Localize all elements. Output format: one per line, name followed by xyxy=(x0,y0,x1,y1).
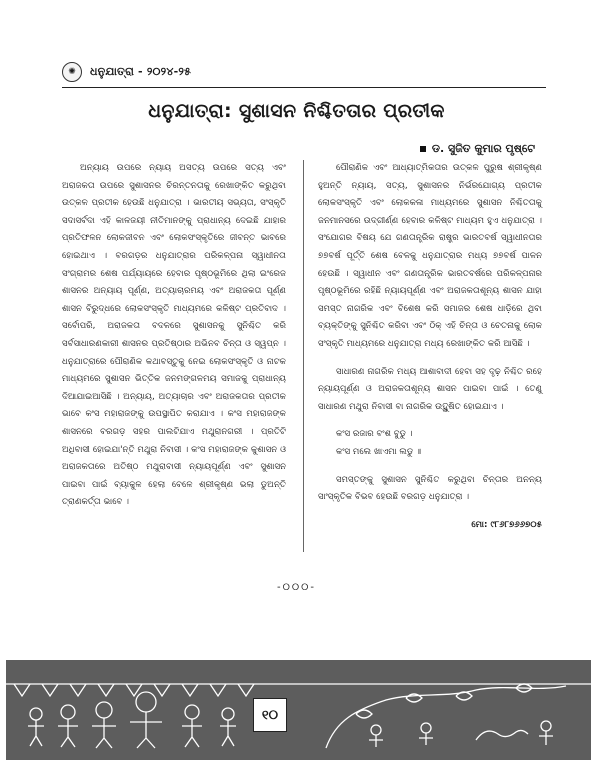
folk-art-illustration xyxy=(6,680,591,750)
verse-block xyxy=(318,426,542,461)
author-name: ଡ. ସୁଜିତ କୁମାର ପୃଷ୍ଟେ xyxy=(431,142,535,155)
running-header-title: ଧନୁଯାତ୍ରା - ୨୦୨୪-୨୫ xyxy=(90,65,192,78)
closing-paragraph: ସମସ୍ତଙ୍କୁ ସୁଶାସନ ସୁନିଶ୍ଚିତ କରୁଥିବା ଚିନ୍ତାର ଅନନ୍ୟ ସାଂସ୍କୃତିକ ବିଭବ ହେଉଛି ବରଗଡ଼ ଧନୁଯାତ୍ରା । xyxy=(318,474,542,503)
running-header xyxy=(62,60,542,84)
left-column xyxy=(62,160,286,512)
footer-banner xyxy=(6,660,591,760)
column-divider xyxy=(303,160,304,552)
header-divider xyxy=(62,87,546,88)
body-paragraph: ପୌରାଣିକ ଏବଂ ଆଧ୍ୟାତ୍ମିକତାର ଉତ୍କଳ ପୁରୁଷ ଶ୍ରୀକୃଷ୍ଣ ହୁଅନ୍ତି ନ୍ୟାୟ, ସତ୍ୟ, ସୁଶାସନର ନିର୍ଭରଯୋଗ୍ୟ ପ୍ରତୀକ ଲୋକସଂସ୍କୃତି ଏବଂ ଲୋକକଳା ମାଧ୍ୟମରେ ସୁଶାସନ ନିଶ୍ଚିତତାକୁ ଜନମାନସରେ ଉଦ୍ଗୀର୍ଣ୍ଣ ହେବାର କଳିଷ୍ଟ ମାଧ୍ୟମ ହୁଏ ଧନୁଯାତ୍ରା । ସଂଯୋଗର ବିଷୟ ଯେ ଗଣତାନ୍ତ୍ରିକ ରାଷ୍ଟ୍ର ଭାରତବର୍ଷ ସ୍ୱାଧୀନତାର ୭୭ବର୍ଷ ପୂର୍ତ୍ତି ଶେଷ ବେଳକୁ ଧନୁଯାତ୍ରାର ମଧ୍ୟ ୭୭ବର୍ଷ ପାଳନ ହେଉଛି । ସ୍ୱାଧୀନ ଏବଂ ଗଣତାନ୍ତ୍ରିକ ଭାରତବର୍ଷରେ ପରିକଳ୍ପନାର ପୃଷ୍ଠଭୂମିରେ ରହିଛି ନ୍ୟାୟପୂର୍ଣ୍ଣ ଏବଂ ଅରାଜକତାଶୂନ୍ୟ ଶାସନ ଯାହା ସମସ୍ତ ନାଗରିକ ଏବଂ ବିଶେଷ କରି ସମାଜର ଶେଷ ଧାଡ଼ିରେ ଥିବା ବ୍ୟକ୍ତିଙ୍କୁ ସୁନିଶ୍ଚିତ କରିବା ଏବଂ ଠିକ୍ ଏହି ଚିନ୍ତା ଓ ଚେତନାକୁ ଲୋକ ସଂସ୍କୃତି ମାଧ୍ୟମରେ ଧନୁଯାତ୍ରା ମଧ୍ୟ ରେଖାଙ୍କିତ କରି ଆସିଛି । xyxy=(318,163,542,349)
page-number: ୧୦ xyxy=(253,698,287,732)
article-title: ଧନୁଯାତ୍ରା: ସୁଶାସନ ନିଶ୍ଚିତତାର ପ୍ରତୀକ xyxy=(148,100,445,122)
author-phone: ମୋ: ୯୮୬୮୭୬୬୭୦୫ xyxy=(471,519,542,530)
verse-line: କଂସ ମଲେ ଖାଏମା ଲଡୁ ॥ xyxy=(336,446,422,457)
body-paragraph: ଅନ୍ୟାୟ ଉପରେ ନ୍ୟାୟ ଅସତ୍ୟ ଉପରେ ସତ୍ୟ ଏବଂ ଅରାଜକତା ଉପରେ ସୁଶାସନର ଚିରନ୍ତନତାକୁ ରେଖାଙ୍କିତ କରୁଥିବା ଉତ୍କଳ ପ୍ରତୀକ ହେଉଛି ଧନୁଯାତ୍ରା । ଭାରତୀୟ ସଭ୍ୟତା, ସଂସ୍କୃତି ସଦାସର୍ବଦା ଏହି କାଳଜୟୀ ନୀତିମାନଙ୍କୁ ପ୍ରାଧାନ୍ୟ ଦେଇଛି ଯାହାର ପ୍ରତିଫଳନ ଲୋକଜୀବନ ଏବଂ ଲୋକସଂସ୍କୃତିରେ ଜୀବନ୍ତ ଭାବରେ ହୋଇଥାଏ । ବରଗଡ଼ର ଧନୁଯାତ୍ରାର ପରିକଳ୍ପନା ସ୍ୱାଧୀନତା ସଂଗ୍ରାମର ଶେଷ ପର୍ଯ୍ୟାୟରେ ହେବାର ପୃଷ୍ଠଭୂମିରେ ଥିଲା ଇଂରେଜ ଶାସନର ଅନ୍ୟାୟ ପୂର୍ଣ୍ଣ, ଅତ୍ୟାଚାରମୟ ଏବଂ ଅରାଜକତା ପୂର୍ଣ୍ଣ ଶାସନ ବିରୁଦ୍ଧରେ ଲୋକସଂସ୍କୃତି ମାଧ୍ୟମରେ କଳିଷ୍ଟ ପ୍ରତିବାଦ । ସର୍ବୋପରି, ଅରାଜକତା ବଦଳରେ ସୁଶାସନକୁ ସୁନିଶ୍ଚିତ କରି ସର୍ବସାଧାରଣକାରୀ ଶାସନର ପ୍ରତିଷ୍ଠାର ଅଭିନବ ଚିନ୍ତା ଓ ସ୍ୱପ୍ନ । ଧନୁଯାତ୍ରାରେ ପୌରାଣିକ କଥାବସ୍ତୁକୁ ନେଇ ଲୋକସଂସ୍କୃତି ଓ ନାଟକ ମାଧ୍ୟମରେ ସୁଶାସନ ଭିତ୍ତିକ ଜନମଙ୍ଗଳମୟ ସମାଜକୁ ପ୍ରାଧାନ୍ୟ ଦିଆଯାଇଆସିଛି । ଅନ୍ୟାୟ, ଅତ୍ୟାଚାର ଏବଂ ଅରାଜକତାର ପ୍ରତୀକ ଭାବେ କଂସ ମହାରାଜଙ୍କୁ ଉପସ୍ଥାପିତ କରାଯାଏ । କଂସ ମହାରାଜଙ୍କ ଶାସନରେ ବରଗଡ଼ ସହର ପାଲଟିଯାଏ ମଥୁରାନଗରୀ । ପ୍ରତିଟି ଅଧିବାସୀ ହୋଇଯା'ନ୍ତି ମଥୁରା ନିବାସୀ । କଂସ ମହାରାଜଙ୍କ କୁଶାସନ ଓ ଅରାଜକତାରେ ଅତିଷ୍ଠ ମଥୁରାବାସୀ ନ୍ୟାୟପୂର୍ଣ୍ଣ ଏବଂ ସୁଶାସନ ପାଇବା ପାଇଁ ବ୍ୟାକୁଳ ହେଲା ବେଳେ ଶ୍ରୀକୃଷ୍ଣ ଭଲା ଡୁଅନ୍ତି ତ୍ରାଣକର୍ତ୍ତା ଭାବେ । xyxy=(62,163,286,508)
verse-line: କଂସ ରଜାର ବଂଶ ବୁଡୁ । xyxy=(336,429,413,440)
bullet-square-icon xyxy=(420,146,426,152)
end-mark: -୦୦୦- xyxy=(277,582,316,593)
right-column xyxy=(318,160,542,534)
emblem-icon: ✺ xyxy=(62,62,82,82)
body-paragraph: ସାଧାରଣ ନାଗରିକ ମଧ୍ୟ ଆଶାବାଦୀ ହେବା ସହ ଦୃଢ଼ ନିଶ୍ଚିତ ରହେ ନ୍ୟାୟପୂର୍ଣ୍ଣ ଓ ଅରାଜକତାଶୂନ୍ୟ ଶାସନ ପାଇବା ପାଇଁ । ତେଣୁ ସାଧାରଣ ମଥୁରା ନିବାସୀ ବା ନାଗରିକ ଉଦ୍ଘୁଷିତ ହୋଇଯାଏ । xyxy=(318,366,542,412)
author-byline xyxy=(420,142,535,156)
